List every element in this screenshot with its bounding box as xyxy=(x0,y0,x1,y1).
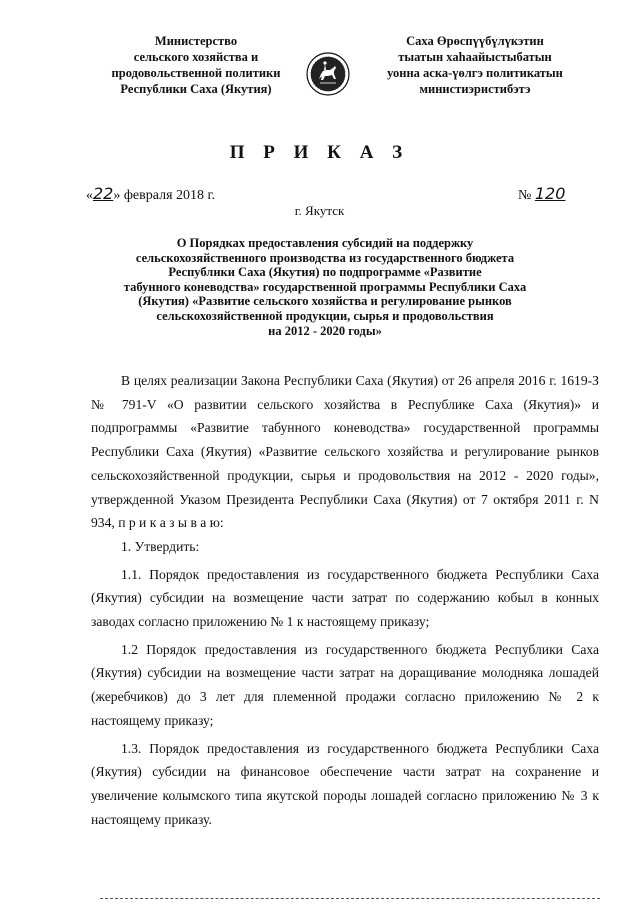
ministry-line: сельского хозяйства и xyxy=(133,50,259,64)
subject-line: табунного коневодства» государственной программы Республики Саха xyxy=(123,279,527,294)
ministry-line: Республики Саха (Якутия) xyxy=(120,82,272,96)
item-1-1: 1.1. Порядок предоставления из государственного бюджета Республики Саха (Якутия) субсидии на возмещение части затрат по содержанию кобыл в конных заводах согласно приложению № 1 к настоящему приказу; xyxy=(91,566,599,630)
point-1: 1. Утвердить: xyxy=(121,538,200,554)
ministry-line: продовольственной политики xyxy=(111,66,281,80)
subject-line: сельскохозяйственной продукции, сырья и продовольствия xyxy=(156,308,494,323)
ministry-line: уонна аска-үөлгэ политикатын xyxy=(387,66,563,80)
date-rest: » февраля 2018 г. xyxy=(113,188,216,203)
number-handwritten: 120 xyxy=(534,184,566,203)
ministry-line: министиэристибэтэ xyxy=(419,82,531,96)
ministry-line: Министерство xyxy=(154,34,238,48)
order-body xyxy=(91,369,599,831)
ministry-name-yakut xyxy=(340,33,610,97)
city-line: г. Якутск xyxy=(294,203,345,218)
item-1-3: 1.3. Порядок предоставления из государственного бюджета Республики Саха (Якутия) субсидии на финансовое обеспечение части затрат на сохранение и увеличение колымского типа якутской породы лошадей согласно приложению № 3 к настоящему приказу. xyxy=(91,740,599,827)
ministry-line: тыатын хаhаайыстыбатын xyxy=(398,50,552,64)
order-date xyxy=(86,184,215,204)
item-1-2: 1.2 Порядок предоставления из государственного бюджета Республики Саха (Якутия) субсидии на возмещение части затрат на доращивание молодняка лошадей (жеребчиков) до 3 лет для племенной продажи согласно приложению № 2 к настоящему приказу; xyxy=(91,641,599,728)
number-prefix: № xyxy=(518,188,532,203)
document-title: П Р И К А З xyxy=(229,142,410,163)
page-bottom-rule xyxy=(100,898,600,899)
order-number xyxy=(518,184,565,204)
preamble-paragraph: В целях реализации Закона Республики Саха (Якутия) от 26 апреля 2016 г. 1619-З № 791-V «О развитии сельского хозяйства в Республике Саха (Якутия)» и подпрограммы «Развитие табунного коневодства» государственной программы Республики Саха (Якутия) «Развитие сельского хозяйства и регулирование рынков сельскохозяйственной продукции, сырья и продовольствия на 2012 - 2020 годы», утвержденной Указом Президента Республики Саха (Якутия) от 7 октября 2011 г. N 934, п р и к а з ы в а ю: xyxy=(91,373,599,531)
order-subject xyxy=(90,236,560,338)
ministry-line: Саха Өрөспүүбүлүкэтин xyxy=(406,34,544,48)
subject-line: (Якутия) «Развитие сельского хозяйства и регулирование рынков xyxy=(138,294,512,309)
subject-line: на 2012 - 2020 годы» xyxy=(268,323,382,338)
subject-line: сельскохозяйственного производства из государственного бюджета xyxy=(135,250,515,265)
subject-line: Республики Саха (Якутия) по подпрограмме «Развитие xyxy=(168,265,482,280)
subject-line: О Порядках предоставления субсидий на поддержку xyxy=(176,236,474,250)
ministry-name-russian xyxy=(96,33,296,97)
date-open-quote: « xyxy=(86,188,93,203)
date-day-handwritten: 22 xyxy=(93,184,114,203)
